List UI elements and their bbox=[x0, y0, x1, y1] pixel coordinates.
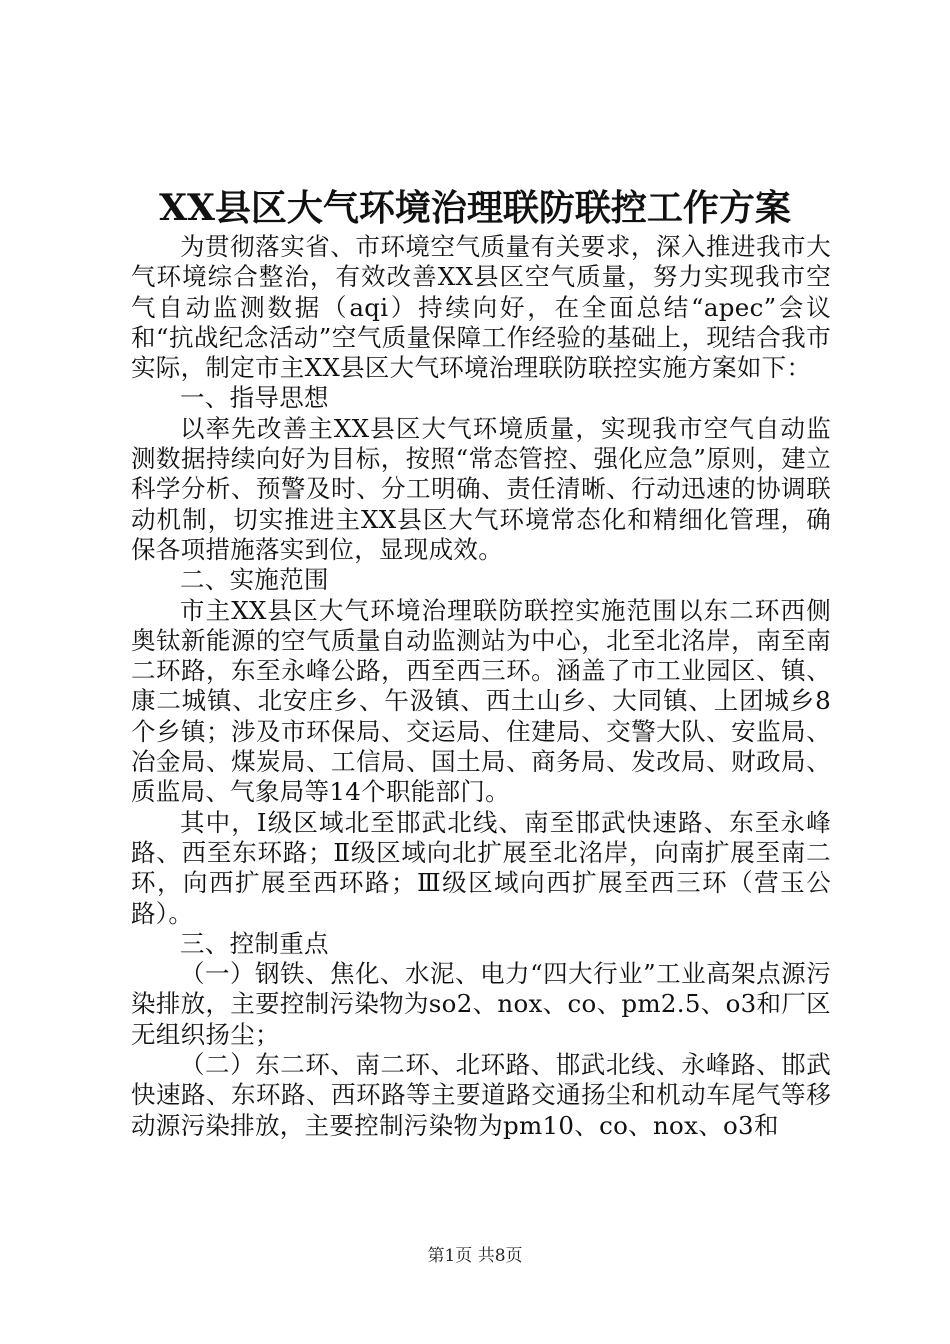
paragraph-scope: 市主XX县区大气环境治理联防联控实施范围以东二环西侧奥钛新能源的空气质量自动监测站为中心，北至北洺岸，南至南二环路，东至永峰公路，西至西三环。涵盖了市工业园区、镇、康二城镇、北安庄乡、午汲镇、西土山乡、大同镇、上团城乡8个乡镇；涉及市环保局、交运局、住建局、交警大队、安监局、冶金局、煤炭局、工信局、国土局、商务局、发改局、财政局、质监局、气象局等14个职能部门。 bbox=[131, 595, 831, 807]
paragraph-control-1: （一）钢铁、焦化、水泥、电力“四大行业”工业高架点源污染排放，主要控制污染物为so2、nox、co、pm2.5、o3和厂区无组织扬尘； bbox=[131, 959, 831, 1049]
section-heading-2: 二、实施范围 bbox=[180, 565, 329, 595]
section-heading-3: 三、控制重点 bbox=[180, 928, 329, 958]
document-body bbox=[131, 232, 831, 1141]
paragraph-control-2: （二）东二环、南二环、北环路、邯武北线、永峰路、邯武快速路、东环路、西环路等主要道路交通扬尘和机动车尾气等移动源污染排放，主要控制污染物为pm10、co、nox、o3和 bbox=[131, 1050, 831, 1140]
paragraph-intro: 为贯彻落实省、市环境空气质量有关要求，深入推进我市大气环境综合整治，有效改善XX县区空气质量，努力实现我市空气自动监测数据（aqi）持续向好，在全面总结“apec”会议和“抗战纪念活动”空气质量保障工作经验的基础上，现结合我市实际，制定市主XX县区大气环境治理联防联控实施方案如下： bbox=[131, 232, 831, 383]
paragraph-zones: 其中，Ⅰ级区域北至邯武北线、南至邯武快速路、东至永峰路、西至东环路；Ⅱ级区域向北扩展至北洺岸，向南扩展至南二环，向西扩展至西环路；Ⅲ级区域向西扩展至西三环（营玉公路）。 bbox=[131, 807, 831, 928]
page-footer: 第1页 共8页 bbox=[427, 1246, 523, 1266]
document-title: XX县区大气环境治理联防联控工作方案 bbox=[159, 187, 791, 229]
section-heading-1: 一、指导思想 bbox=[180, 383, 329, 413]
paragraph-guiding-thought: 以率先改善主XX县区大气环境质量，实现我市空气自动监测数据持续向好为目标，按照“常态管控、强化应急”原则，建立科学分析、预警及时、分工明确、责任清晰、行动迅速的协调联动机制，切实推进主XX县区大气环境常态化和精细化管理，确保各项措施落实到位，显现成效。 bbox=[131, 413, 831, 564]
